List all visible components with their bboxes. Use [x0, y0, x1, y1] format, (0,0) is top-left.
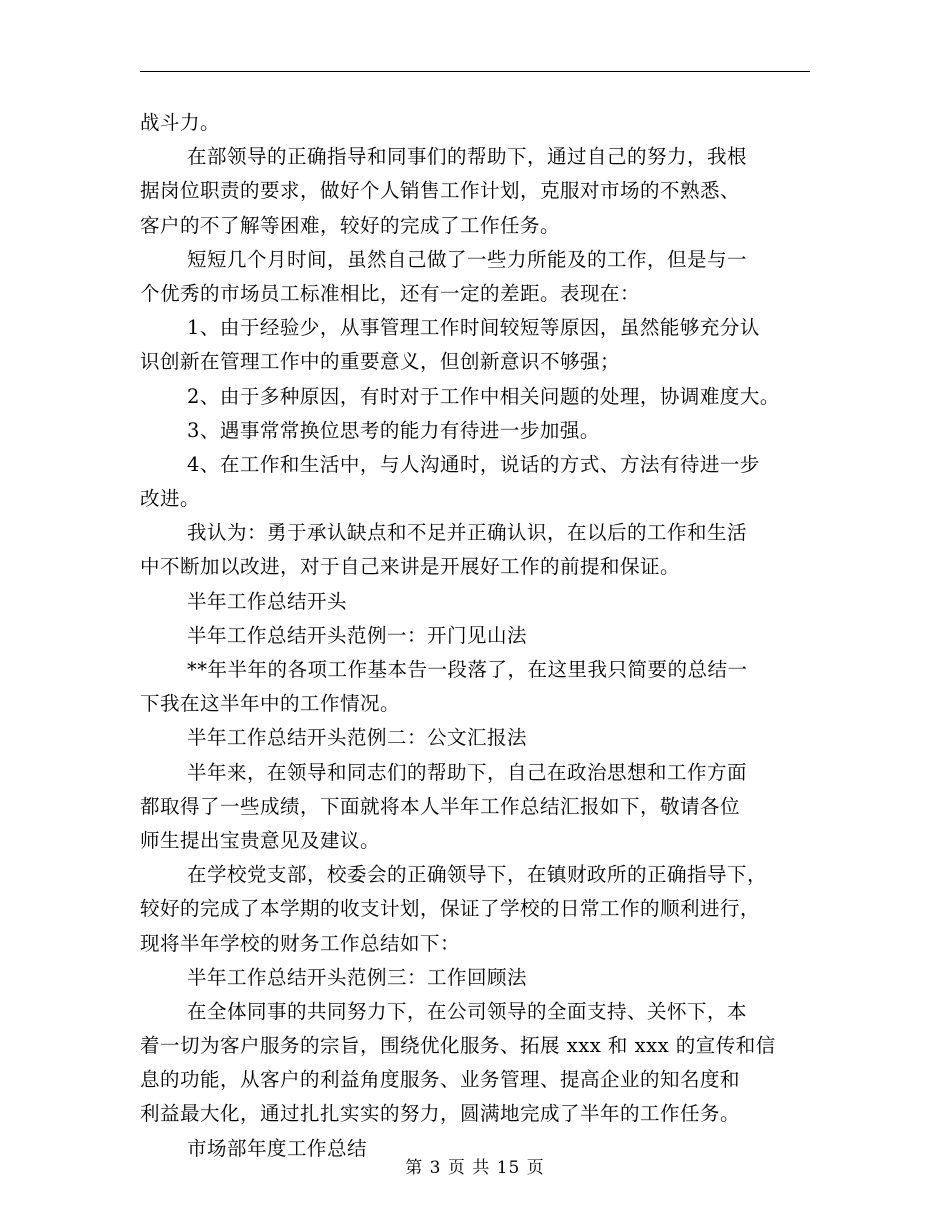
text-line: 个优秀的市场员工标准相比，还有一定的差距。表现在： [140, 281, 641, 305]
text-line: 在部领导的正确指导和同事们的帮助下，通过自己的努力，我根 [187, 145, 748, 169]
text-line: 半年工作总结开头范例三：工作回顾法 [187, 965, 528, 989]
text-line: 半年工作总结开头范例二：公文汇报法 [187, 726, 528, 750]
text-line: 据岗位职责的要求，做好个人销售工作计划，克服对市场的不熟悉、 [140, 179, 741, 203]
text-line: 较好的完成了本学期的收支计划，保证了学校的日常工作的顺利进行， [140, 897, 761, 921]
document-body [140, 106, 810, 1166]
text-line: 识创新在管理工作中的重要意义，但创新意识不够强； [140, 350, 621, 374]
text-line: 中不断加以改进，对于自己来讲是开展好工作的前提和保证。 [140, 555, 681, 579]
text-line: 在学校党支部，校委会的正确领导下，在镇财政所的正确指导下， [187, 863, 768, 887]
text-line: 市场部年度工作总结 [187, 1136, 368, 1160]
text-line: 都取得了一些成绩，下面就将本人半年工作总结汇报如下，敬请各位 [140, 794, 741, 818]
text-line: 半年工作总结开头 [187, 589, 348, 613]
text-line: 短短几个月时间，虽然自己做了一些力所能及的工作，但是与一 [187, 247, 748, 271]
text-line: 利益最大化，通过扎扎实实的努力，圆满地完成了半年的工作任务。 [140, 1102, 741, 1126]
text-line: 2、由于多种原因，有时对于工作中相关问题的处理，协调难度大。 [187, 384, 780, 408]
text-line: 师生提出宝贵意见及建议。 [140, 828, 381, 852]
text-line: 改进。 [140, 487, 201, 511]
text-line: 战斗力。 [140, 111, 221, 134]
text-line: **年半年的各项工作基本告一段落了，在这里我只简要的总结一 [187, 658, 748, 681]
text-line: 半年工作总结开头范例一：开门见山法 [187, 623, 528, 647]
page-number: 第 3 页 共 15 页 [405, 1158, 545, 1178]
text-line: 我认为：勇于承认缺点和不足并正确认识，在以后的工作和生活 [187, 521, 748, 545]
text-line: 在全体同事的共同努力下，在公司领导的全面支持、关怀下，本 [187, 999, 748, 1023]
text-line: 1、由于经验少，从事管理工作时间较短等原因，虽然能够充分认 [187, 316, 760, 340]
text-line: 现将半年学校的财务工作总结如下： [140, 931, 461, 955]
text-line: 客户的不了解等困难，较好的完成了工作任务。 [140, 213, 561, 237]
text-line: 半年来，在领导和同志们的帮助下，自己在政治思想和工作方面 [187, 760, 748, 784]
text-line: 3、遇事常常换位思考的能力有待进一步加强。 [187, 418, 600, 442]
text-line: 4、在工作和生活中，与人沟通时，说话的方式、方法有待进一步 [187, 452, 760, 476]
header-rule [140, 71, 810, 72]
text-line: 着一切为客户服务的宗旨，围绕优化服务、拓展 xxx 和 xxx 的宣传和信 [140, 1034, 776, 1058]
text-line: 下我在这半年中的工作情况。 [140, 692, 401, 716]
text-line: 息的功能，从客户的利益角度服务、业务管理、提高企业的知名度和 [140, 1068, 741, 1092]
